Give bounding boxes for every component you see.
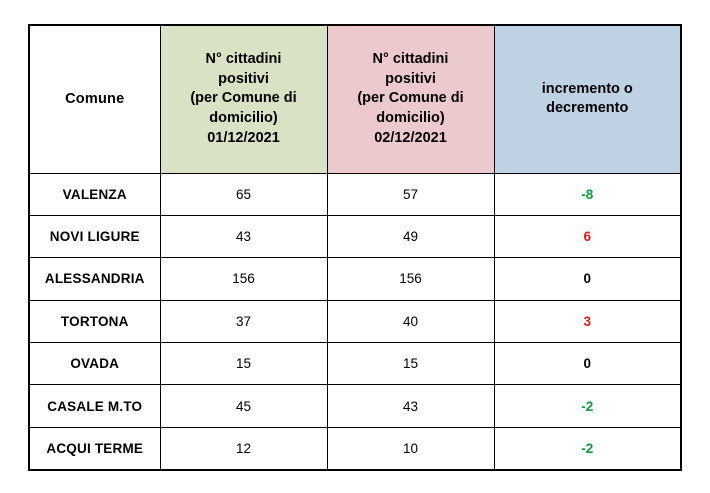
table-row: [29, 343, 681, 385]
header-line: positivi: [218, 70, 269, 87]
table-body: [29, 173, 681, 470]
positives-by-comune-table: [28, 24, 682, 471]
cell-positives-day1: 37: [160, 300, 327, 342]
cell-positives-day1: 156: [160, 258, 327, 300]
table-header: [29, 25, 681, 173]
column-header-positives-02-12-2021: [327, 25, 494, 173]
header-line: Comune: [65, 91, 125, 108]
cell-positives-day1: 12: [160, 427, 327, 469]
table-row: [29, 385, 681, 427]
header-line: N° cittadini: [205, 51, 282, 68]
cell-comune: TORTONA: [29, 300, 160, 342]
cell-positives-day1: 15: [160, 343, 327, 385]
cell-positives-day2: 43: [327, 385, 494, 427]
cell-positives-day2: 57: [327, 173, 494, 215]
table-row: [29, 173, 681, 215]
cell-comune: CASALE M.TO: [29, 385, 160, 427]
cell-positives-day2: 10: [327, 427, 494, 469]
header-line: (per Comune di: [357, 90, 464, 107]
header-line: incremento o: [541, 80, 633, 97]
header-line: decremento: [546, 100, 629, 117]
cell-delta: 0: [494, 258, 681, 300]
column-header-comune: [29, 25, 160, 173]
cell-positives-day1: 65: [160, 173, 327, 215]
cell-delta: -2: [494, 427, 681, 469]
cell-comune: NOVI LIGURE: [29, 215, 160, 257]
cell-comune: OVADA: [29, 343, 160, 385]
cell-positives-day1: 43: [160, 215, 327, 257]
header-line: domicilio): [376, 110, 445, 127]
cell-comune: ACQUI TERME: [29, 427, 160, 469]
cell-delta: 0: [494, 343, 681, 385]
cell-positives-day2: 40: [327, 300, 494, 342]
cell-delta: 3: [494, 300, 681, 342]
cell-delta: -2: [494, 385, 681, 427]
cell-positives-day1: 45: [160, 385, 327, 427]
header-line: N° cittadini: [372, 51, 449, 68]
cell-delta: 6: [494, 215, 681, 257]
header-line: 02/12/2021: [374, 129, 447, 146]
table-container: [28, 24, 682, 469]
table-row: [29, 215, 681, 257]
column-header-positives-01-12-2021: [160, 25, 327, 173]
table-row: [29, 258, 681, 300]
table-row: [29, 427, 681, 469]
cell-comune: ALESSANDRIA: [29, 258, 160, 300]
header-line: (per Comune di: [190, 90, 297, 107]
cell-positives-day2: 156: [327, 258, 494, 300]
cell-comune: VALENZA: [29, 173, 160, 215]
cell-delta: -8: [494, 173, 681, 215]
column-header-increment-decrement: [494, 25, 681, 173]
header-line: positivi: [385, 70, 436, 87]
cell-positives-day2: 49: [327, 215, 494, 257]
table-row: [29, 300, 681, 342]
table-header-row: [29, 25, 681, 173]
cell-positives-day2: 15: [327, 343, 494, 385]
header-line: domicilio): [209, 110, 278, 127]
header-line: 01/12/2021: [207, 129, 280, 146]
